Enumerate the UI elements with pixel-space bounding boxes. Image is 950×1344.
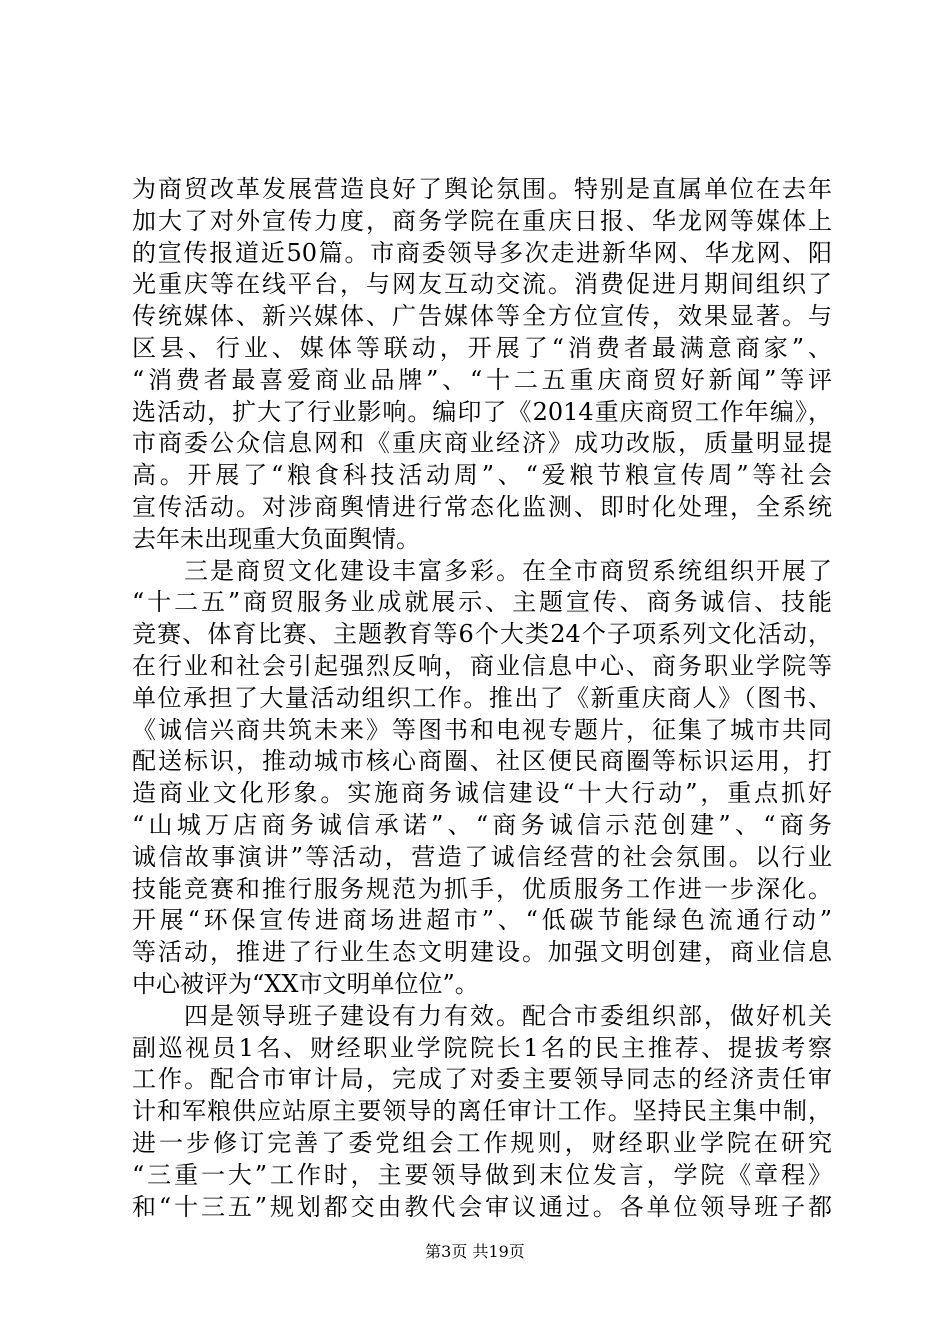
text-line: 副巡视员1名、财经职业学院院长1名的民主推荐、提拔考察 xyxy=(132,1033,832,1062)
text-line: 三是商贸文化建设丰富多彩。在全市商贸系统组织开展了 xyxy=(132,556,832,585)
body-text xyxy=(132,174,832,1223)
text-line: 传统媒体、新兴媒体、广告媒体等全方位宣传，效果显著。与 xyxy=(132,302,832,331)
text-line: 计和军粮供应站原主要领导的离任审计工作。坚持民主集中制， xyxy=(132,1097,832,1126)
text-line: 配送标识，推动城市核心商圈、社区便民商圈等标识运用，打 xyxy=(132,747,832,776)
text-line: 技能竞赛和推行服务规范为抓手，优质服务工作进一步深化。 xyxy=(132,874,832,903)
text-line: 中心被评为“XX市文明单位位”。 xyxy=(132,969,479,998)
text-line: 进一步修订完善了委党组会工作规则，财经职业学院在研究 xyxy=(132,1128,832,1157)
text-line: “山城万店商务诚信承诺”、“商务诚信示范创建”、“商务 xyxy=(132,810,832,839)
text-line: 单位承担了大量活动组织工作。推出了《新重庆商人》（图书、 xyxy=(132,683,832,712)
text-line: 宣传活动。对涉商舆情进行常态化监测、即时化处理，全系统 xyxy=(132,492,832,521)
text-line: “消费者最喜爱商业品牌”、“十二五重庆商贸好新闻”等评 xyxy=(132,365,832,394)
text-line: 开展“环保宣传进商场进超市”、“低碳节能绿色流通行动” xyxy=(132,906,832,935)
text-line: 加大了对外宣传力度，商务学院在重庆日报、华龙网等媒体上 xyxy=(132,206,832,235)
text-line: 去年未出现重大负面舆情。 xyxy=(132,524,420,553)
text-line: 四是领导班子建设有力有效。配合市委组织部，做好机关 xyxy=(132,1001,832,1030)
page-footer: 第3页 共19页 xyxy=(425,1242,525,1261)
text-line: “三重一大”工作时，主要领导做到末位发言，学院《章程》 xyxy=(132,1160,832,1189)
text-line: “十二五”商贸服务业成就展示、主题宣传、商务诚信、技能 xyxy=(132,588,832,617)
text-line: 的宣传报道近50篇。市商委领导多次走进新华网、华龙网、阳 xyxy=(132,238,832,267)
text-line: 区县、行业、媒体等联动，开展了“消费者最满意商家”、 xyxy=(132,333,832,362)
text-line: 工作。配合市审计局，完成了对委主要领导同志的经济责任审 xyxy=(132,1065,832,1094)
text-line: 在行业和社会引起强烈反响，商业信息中心、商务职业学院等 xyxy=(132,651,832,680)
text-line: 高。开展了“粮食科技活动周”、“爱粮节粮宣传周”等社会 xyxy=(132,461,832,490)
text-line: 市商委公众信息网和《重庆商业经济》成功改版，质量明显提 xyxy=(132,429,832,458)
text-line: 等活动，推进了行业生态文明建设。加强文明创建，商业信息 xyxy=(132,938,832,967)
text-line: 造商业文化形象。实施商务诚信建设“十大行动”，重点抓好 xyxy=(132,779,832,808)
text-line: 光重庆等在线平台，与网友互动交流。消费促进月期间组织了 xyxy=(132,270,832,299)
text-line: 为商贸改革发展营造良好了舆论氛围。特别是直属单位在去年 xyxy=(132,175,832,203)
text-line: 竞赛、体育比赛、主题教育等6个大类24个子项系列文化活动， xyxy=(132,620,832,649)
text-line: 《诚信兴商共筑未来》等图书和电视专题片，征集了城市共同 xyxy=(132,715,832,744)
text-line: 选活动，扩大了行业影响。编印了《2014重庆商贸工作年编》， xyxy=(132,397,832,426)
text-line: 诚信故事演讲”等活动，营造了诚信经营的社会氛围。以行业 xyxy=(132,842,832,871)
text-line: 和“十三五”规划都交由教代会审议通过。各单位领导班子都 xyxy=(132,1192,832,1221)
